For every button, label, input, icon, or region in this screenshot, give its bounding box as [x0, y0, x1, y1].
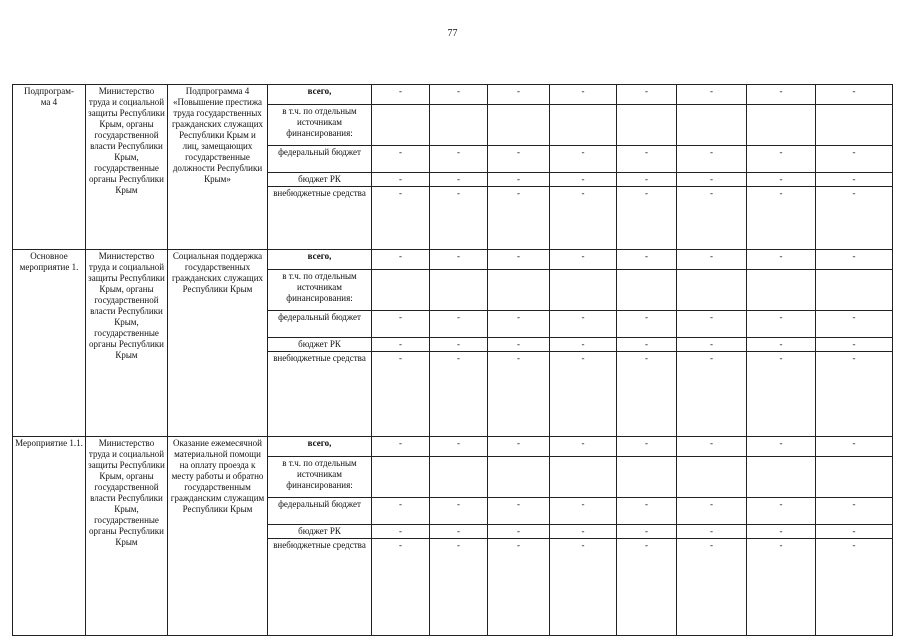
program-title-cell: Подпрограмма 4 «Повышение престижа труда государственных гражданских служащих Республики Крым и лиц, замещающих государственные должности Республики Крым»: [168, 85, 268, 250]
value-cell: -: [747, 146, 816, 173]
value-cell: [550, 457, 617, 498]
value-cell: -: [488, 311, 550, 338]
value-cell: -: [430, 498, 488, 525]
source-federal-budget: федеральный бюджет: [268, 146, 372, 173]
value-cell: -: [747, 187, 816, 250]
program-title-cell: Оказание ежемесячной материальной помощи на оплату проезда к месту работы и обратно государственным гражданским служащим Республики Крым: [168, 437, 268, 636]
value-cell: [372, 270, 430, 311]
executor-cell: Министерство труда и социальной защиты Республики Крым, органы государственной власти Республики Крым, государственные органы Республики Крым: [86, 85, 168, 250]
value-cell: -: [677, 539, 747, 636]
value-cell: [488, 105, 550, 146]
source-extrabudgetary: внебюджетные средства: [268, 539, 372, 636]
value-cell: -: [677, 146, 747, 173]
value-cell: -: [550, 146, 617, 173]
value-cell: -: [816, 146, 893, 173]
value-cell: -: [677, 173, 747, 187]
value-cell: -: [617, 539, 677, 636]
value-cell: -: [677, 311, 747, 338]
value-cell: -: [488, 498, 550, 525]
value-cell: -: [430, 338, 488, 352]
table-row: [13, 437, 893, 457]
value-cell: [747, 105, 816, 146]
program-name-cell: Основное мероприятие 1.: [13, 250, 86, 437]
program-title-cell: Социальная поддержка государственных гражданских служащих Республики Крым: [168, 250, 268, 437]
value-cell: -: [372, 539, 430, 636]
value-cell: -: [488, 173, 550, 187]
value-cell: [430, 457, 488, 498]
table-row: [13, 85, 893, 105]
value-cell: -: [550, 85, 617, 105]
value-cell: -: [430, 146, 488, 173]
value-cell: -: [488, 187, 550, 250]
value-cell: -: [488, 85, 550, 105]
value-cell: -: [550, 437, 617, 457]
value-cell: -: [617, 437, 677, 457]
value-cell: -: [617, 187, 677, 250]
source-total: всего,: [268, 437, 372, 457]
executor-cell: Министерство труда и социальной защиты Республики Крым, органы государственной власти Республики Крым, государственные органы Республики Крым: [86, 437, 168, 636]
executor-cell: Министерство труда и социальной защиты Республики Крым, органы государственной власти Республики Крым, государственные органы Республики Крым: [86, 250, 168, 437]
value-cell: [747, 270, 816, 311]
value-cell: -: [430, 539, 488, 636]
value-cell: -: [677, 525, 747, 539]
financing-table-body: [13, 85, 893, 636]
page-number: 77: [447, 28, 458, 39]
value-cell: [617, 270, 677, 311]
source-total: всего,: [268, 85, 372, 105]
value-cell: -: [550, 498, 617, 525]
value-cell: -: [430, 311, 488, 338]
source-extrabudgetary: внебюджетные средства: [268, 187, 372, 250]
value-cell: -: [550, 539, 617, 636]
value-cell: -: [550, 187, 617, 250]
value-cell: -: [372, 311, 430, 338]
value-cell: -: [816, 187, 893, 250]
value-cell: -: [747, 173, 816, 187]
value-cell: -: [816, 437, 893, 457]
financing-table: [12, 84, 893, 636]
value-cell: -: [617, 338, 677, 352]
value-cell: -: [550, 352, 617, 437]
value-cell: -: [430, 173, 488, 187]
value-cell: -: [747, 85, 816, 105]
value-cell: [747, 457, 816, 498]
value-cell: -: [488, 437, 550, 457]
value-cell: -: [747, 539, 816, 636]
value-cell: [430, 270, 488, 311]
value-cell: -: [816, 352, 893, 437]
value-cell: [550, 105, 617, 146]
value-cell: [816, 270, 893, 311]
value-cell: -: [372, 437, 430, 457]
program-name-cell: Мероприятие 1.1.: [13, 437, 86, 636]
value-cell: -: [617, 173, 677, 187]
value-cell: -: [747, 352, 816, 437]
value-cell: -: [488, 250, 550, 270]
value-cell: -: [617, 311, 677, 338]
value-cell: -: [550, 250, 617, 270]
value-cell: -: [372, 173, 430, 187]
value-cell: -: [677, 250, 747, 270]
value-cell: -: [430, 250, 488, 270]
program-name-cell: Подпрограм- ма 4: [13, 85, 86, 250]
value-cell: -: [550, 338, 617, 352]
value-cell: -: [677, 338, 747, 352]
value-cell: -: [617, 85, 677, 105]
value-cell: -: [372, 525, 430, 539]
value-cell: [550, 270, 617, 311]
value-cell: -: [550, 311, 617, 338]
value-cell: -: [677, 498, 747, 525]
value-cell: -: [677, 352, 747, 437]
value-cell: -: [816, 525, 893, 539]
source-including: в т.ч. по отдельным источникам финансирования:: [268, 105, 372, 146]
value-cell: [372, 457, 430, 498]
source-federal-budget: федеральный бюджет: [268, 498, 372, 525]
value-cell: -: [372, 352, 430, 437]
value-cell: [488, 457, 550, 498]
value-cell: -: [617, 250, 677, 270]
value-cell: -: [747, 250, 816, 270]
source-including: в т.ч. по отдельным источникам финансирования:: [268, 457, 372, 498]
value-cell: -: [747, 311, 816, 338]
value-cell: -: [488, 352, 550, 437]
value-cell: -: [372, 187, 430, 250]
value-cell: -: [550, 173, 617, 187]
value-cell: -: [430, 525, 488, 539]
value-cell: [677, 105, 747, 146]
value-cell: -: [488, 525, 550, 539]
value-cell: -: [430, 437, 488, 457]
value-cell: -: [550, 525, 617, 539]
value-cell: -: [488, 338, 550, 352]
source-rk-budget: бюджет РК: [268, 525, 372, 539]
value-cell: -: [816, 311, 893, 338]
value-cell: -: [372, 85, 430, 105]
value-cell: [488, 270, 550, 311]
source-total: всего,: [268, 250, 372, 270]
value-cell: -: [816, 498, 893, 525]
value-cell: -: [617, 146, 677, 173]
value-cell: -: [617, 352, 677, 437]
value-cell: [617, 457, 677, 498]
value-cell: [816, 457, 893, 498]
source-rk-budget: бюджет РК: [268, 338, 372, 352]
value-cell: [677, 270, 747, 311]
value-cell: -: [372, 338, 430, 352]
value-cell: [677, 457, 747, 498]
value-cell: -: [430, 85, 488, 105]
value-cell: -: [816, 338, 893, 352]
value-cell: -: [747, 437, 816, 457]
value-cell: -: [747, 498, 816, 525]
value-cell: -: [816, 173, 893, 187]
value-cell: -: [488, 146, 550, 173]
source-federal-budget: федеральный бюджет: [268, 311, 372, 338]
table-row: [13, 250, 893, 270]
value-cell: [816, 105, 893, 146]
source-extrabudgetary: внебюджетные средства: [268, 352, 372, 437]
value-cell: -: [677, 187, 747, 250]
source-rk-budget: бюджет РК: [268, 173, 372, 187]
value-cell: -: [816, 85, 893, 105]
value-cell: -: [747, 338, 816, 352]
value-cell: -: [372, 146, 430, 173]
value-cell: -: [816, 539, 893, 636]
value-cell: -: [677, 85, 747, 105]
value-cell: -: [372, 250, 430, 270]
value-cell: -: [488, 539, 550, 636]
value-cell: [617, 105, 677, 146]
value-cell: -: [617, 498, 677, 525]
value-cell: -: [677, 437, 747, 457]
value-cell: -: [430, 352, 488, 437]
source-including: в т.ч. по отдельным источникам финансирования:: [268, 270, 372, 311]
value-cell: [430, 105, 488, 146]
value-cell: -: [747, 525, 816, 539]
value-cell: -: [430, 187, 488, 250]
value-cell: [372, 105, 430, 146]
value-cell: -: [816, 250, 893, 270]
value-cell: -: [617, 525, 677, 539]
value-cell: -: [372, 498, 430, 525]
